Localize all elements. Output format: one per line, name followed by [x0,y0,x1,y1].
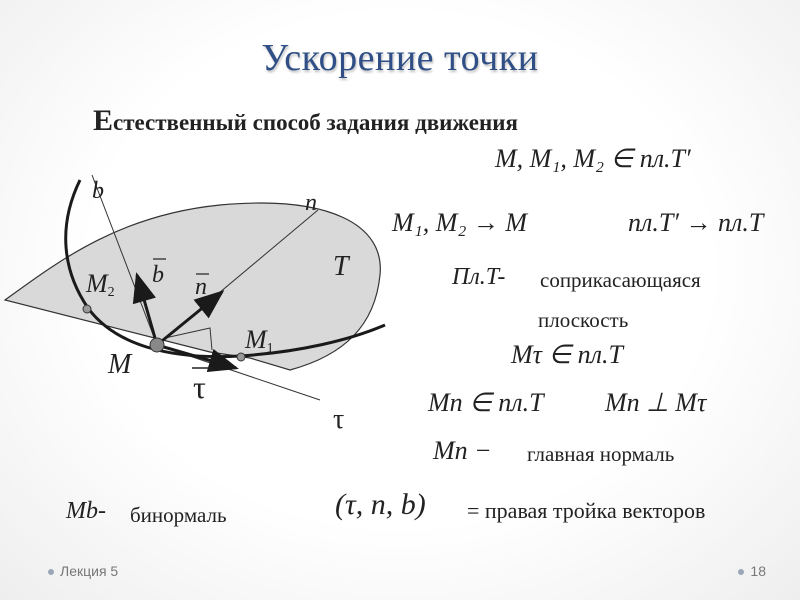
point-M2 [83,305,91,313]
slide-subtitle [93,104,518,138]
label-n: n [305,190,317,216]
label-tau: τ [333,404,345,435]
label-tau-bar: τ [193,369,206,405]
subtitle-capital: Е [93,104,114,137]
osculating-text: соприкасающаяся [540,268,701,292]
label-n-bar: n [195,274,207,300]
label-M2: M2 [86,269,115,300]
footer-bullet-icon [48,569,54,575]
formula-n-in-plane: Mn ∈ пл.T [428,388,544,417]
label-b-bar: b [152,262,164,288]
label-T: T [333,251,349,282]
footer-lecture-label: Лекция 5 [60,563,119,579]
formula-main-normal-label: Mn − [433,436,492,465]
label-M: M [108,349,132,380]
formula-vector-triple: (τ, n, b) [335,488,426,521]
formula-tau-in-plane: Mτ ∈ пл.T [511,340,623,369]
subtitle-rest: стественный способ задания движения [113,110,518,135]
label-b: b [92,178,104,204]
footer-page-bullet-icon [738,569,744,575]
main-normal-text: главная нормаль [527,442,675,466]
footer-page [738,563,766,579]
formula-binormal-label: Mb- [66,498,106,524]
osculating-plane-diagram [0,160,400,440]
formula-n-perp-tau: Mn ⊥ Mτ [605,388,707,417]
plane-text: плоскость [538,308,629,332]
slide-title: Ускорение точки [261,37,539,79]
right-triple-text: = правая тройка векторов [467,498,706,523]
point-M1 [237,353,245,361]
formula-plane-converge: пл.T′ → пл.T [628,208,764,237]
formula-points-in-plane: M, M₁, M₂ ∈ пл.T′ [495,144,691,173]
binormal-text: бинормаль [130,503,227,527]
formula-osculating-label: Пл.T- [452,264,506,290]
footer-page-number: 18 [750,563,766,579]
point-M [150,338,164,352]
formula-points-converge: M₁, M₂ → M [392,208,528,237]
label-M1: M1 [245,325,274,356]
footer-lecture [48,563,118,579]
